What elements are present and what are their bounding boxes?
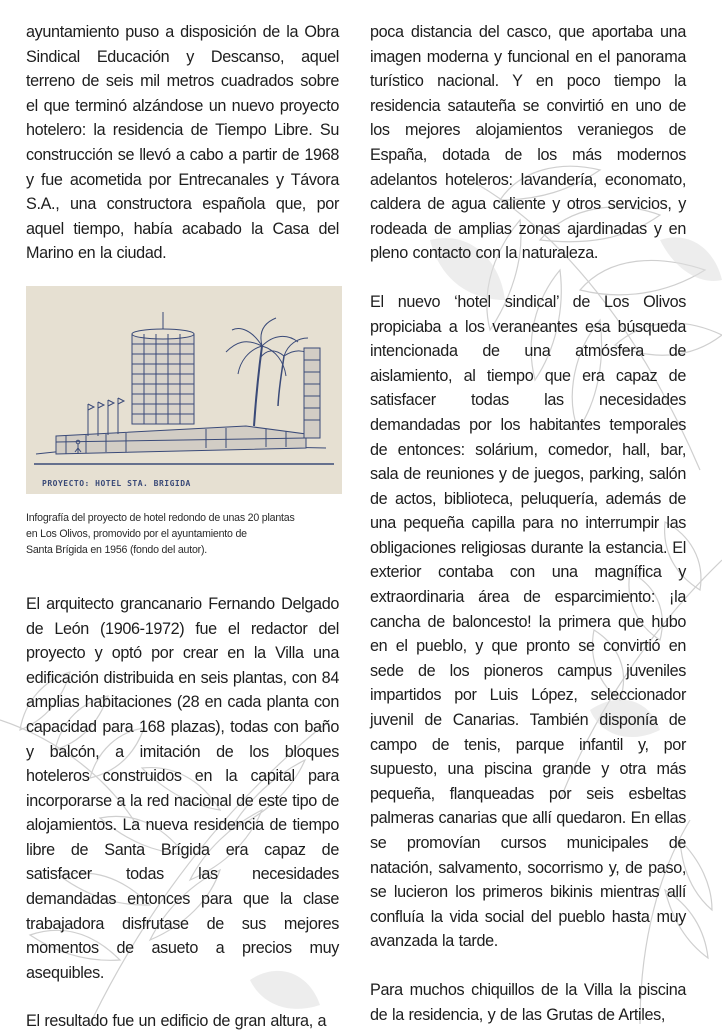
- left-paragraph-2: El arquitecto grancanario Fernando Delgado de León (1906-1972) fue el redactor del proyecto y optó por crear en la Villa una edificación distribuida en seis plantas, con 84 amplias habitaciones (28 en cada planta con capacidad para 168 plazas), todas con baño y balcón, a imitación de los bloques hoteleros construidos en la capital para incorporarse a la red nacional de este tipo de alojamientos. La nueva residencia de tiempo libre de Santa Brígida era capaz de satisfacer todas las necesidades demandadas entonces para que la clase trabajadora disfrutase de sus mejores momentos de asueto a precios muy asequibles.: [26, 594, 339, 982]
- caption-line-3: Santa Brígida en 1956 (fondo del autor).: [26, 544, 208, 557]
- hotel-sketch-image: [26, 286, 342, 494]
- caption-line-1: Infografía del proyecto de hotel redondo de unas 20 plantas: [26, 512, 295, 524]
- right-paragraph-3: Para muchos chiquillos de la Villa la piscina de la residencia, y de las Grutas de Artiles,: [370, 980, 686, 1024]
- right-column: [370, 20, 686, 1027]
- image-label: PROYECTO: HOTEL STA. BRIGIDA: [42, 479, 191, 488]
- right-paragraph-1: poca distancia del casco, que aportaba una imagen moderna y funcional en el panorama turístico nacional. Y en poco tiempo la residencia satauteña se convirtió en uno de los mejores alojamientos veraniegos de España, dotada de los más modernos adelantos hoteleros: lavandería, economato, caldera de agua caliente y otros servicios, y rodeada de amplias zonas ajardinadas y en pleno contacto con la naturaleza.: [370, 23, 686, 263]
- left-paragraph-1: ayuntamiento puso a disposición de la Obra Sindical Educación y Descanso, aquel terreno de seis mil metros cuadrados sobre el que terminó alzándose un nuevo proyecto hotelero: la residencia de Tiempo Libre. Su construcción se llevó a cabo a partir de 1968 y fue acometida por Entrecanales y Távora S.A., una constructora española que, por aquel tiempo, había acabado la Casa del Marino en la ciudad.: [26, 23, 339, 263]
- figure-caption: [26, 510, 346, 559]
- left-paragraph-3: El resultado fue un edificio de gran altura, a: [26, 1012, 327, 1031]
- caption-line-2: en Los Olivos, promovido por el ayuntamiento de: [26, 528, 247, 541]
- right-paragraph-2: El nuevo ‘hotel sindical’ de Los Olivos propiciaba a los veraneantes esa búsqueda intencionada de una atmósfera de aislamiento, al tiempo que era capaz de satisfacer todas las necesidades demandadas por los habitantes temporales de entonces: solárium, comedor, hall, bar, sala de reuniones y de juegos, parking, salón de actos, biblioteca, peluquería, además de una pequeña capilla para no interrumpir las obligaciones religiosas durante la estancia. El exterior contaba con una magnífica y extraordinaria área de esparcimiento: ¡la cancha de baloncesto! la primera que hubo en el pueblo, y que pronto se convirtió en sede de los pioneros campus juveniles impartidos por Luis López, seleccionador juvenil de Canarias. También disponía de campo de tenis, parque infantil y, por supuesto, una piscina grande y otra más pequeña, flanqueadas por seis esbeltas palmeras canarias que allí quedaron. En ellas se promovían cursos municipales de natación, salvamento, socorrismo y, de paso, se lucieron los primeros bikinis mientras allí confluía la vida social del pueblo hasta muy avanzada la tarde.: [370, 292, 686, 951]
